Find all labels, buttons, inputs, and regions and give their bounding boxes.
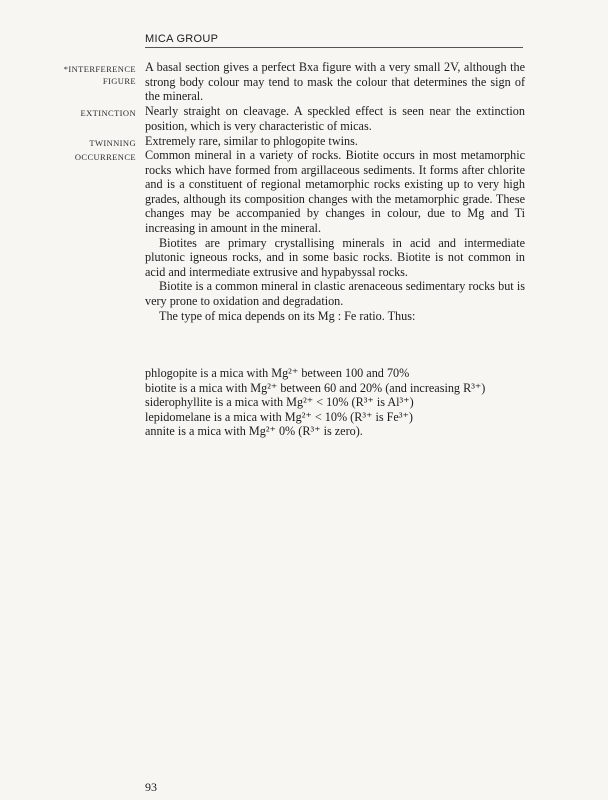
extinction-text: Nearly straight on cleavage. A speckled effect is seen near the extinction position, which is very characteristic of micas. [145,104,525,133]
occurrence-paragraph-1: Common mineral in a variety of rocks. Biotite occurs in most metamorphic rocks which have formed from argillaceous sediments. It forms after chlorite and is a constituent of regional metamorphic rocks existing up to very high grades, although its composition changes with the metamorphic grade. These changes may be accompanied by changes in colour, due to Mg and Ti increasing in amount in the mineral. [145,148,525,235]
label-twinning: TWINNING [89,138,136,148]
mica-type-phlogopite: phlogopite is a mica with Mg²⁺ between 100 and 70% [145,366,410,380]
occurrence-paragraph-4: The type of mica depends on its Mg : Fe ratio. Thus: [159,308,416,323]
label-interference-figure [64,63,136,87]
occurrence-block [145,148,525,323]
mica-types-list [145,366,535,439]
mica-type-annite: annite is a mica with Mg²⁺ 0% (R³⁺ is zero). [145,424,363,439]
label-extinction: EXTINCTION [80,108,136,118]
mica-type-lepidomelane: lepidomelane is a mica with Mg²⁺ < 10% (R³⁺ is Fe³⁺) [145,409,413,424]
label-interference-line1: *INTERFERENCE [63,64,136,74]
label-occurrence: OCCURRENCE [74,152,136,162]
interference-text: A basal section gives a perfect Bxa figure with a very small 2V, although the strong body colour may tend to mask the colour that determines the sign of the mineral. [145,60,525,104]
occurrence-paragraph-2: Biotites are primary crystallising minerals in acid and intermediate plutonic igneous rocks, and in some basic rocks. Biotite is not common in acid and intermediate extrusive and hypabyssal rocks. [145,235,525,279]
page-number: 93 [145,780,157,794]
mica-type-siderophyllite: siderophyllite is a mica with Mg²⁺ < 10% (R³⁺ is Al³⁺) [145,395,414,410]
mica-type-biotite: biotite is a mica with Mg²⁺ between 60 and 20% (and increasing R³⁺) [145,380,486,395]
label-interference-line2: FIGURE [102,76,136,86]
running-header: MICA GROUP [145,33,523,48]
occurrence-paragraph-3: Biotite is a common mineral in clastic arenaceous sedimentary rocks but is very prone to oxidation and degradation. [145,279,525,308]
twinning-text: Extremely rare, similar to phlogopite twins. [145,134,358,148]
